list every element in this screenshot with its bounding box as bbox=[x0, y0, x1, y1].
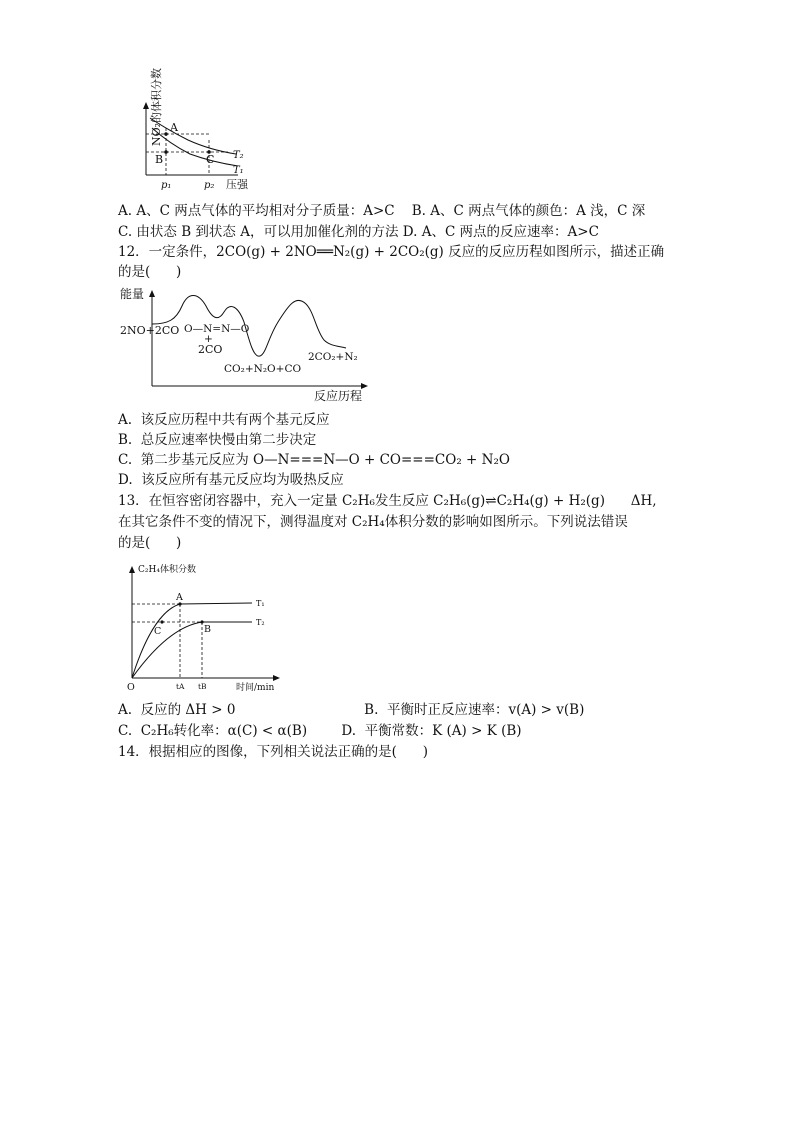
q12-stem-line1: 12．一定条件，2CO(g) + 2NO══N₂(g) + 2CO₂(g) 反应的反应历程如图所示，描述正确 bbox=[118, 244, 665, 260]
y-axis-label: C₂H₄体积分数 bbox=[138, 565, 196, 575]
intermediate1-label: O—N=N—O bbox=[184, 323, 250, 335]
figure-c2h4-vs-time bbox=[118, 560, 293, 695]
point-b-label: B bbox=[155, 153, 164, 166]
q14-stem: 14．根据相应的图像，下列相关说法正确的是( ) bbox=[118, 744, 428, 760]
q11-options-line2: C. 由状态 B 到状态 A，可以用加催化剂的方法 D. A、C 两点的反应速率：A>C bbox=[118, 224, 599, 240]
q13-stem-line3: 的是( ) bbox=[118, 535, 182, 551]
x-axis-label: 时间/min bbox=[236, 683, 275, 693]
point-b-label: B bbox=[204, 624, 211, 635]
y-axis-label: NO₂的体积分数 bbox=[150, 67, 163, 146]
point-a-label: A bbox=[176, 592, 183, 603]
point-a-label: A bbox=[170, 121, 178, 134]
reactants-label: 2NO+2CO bbox=[120, 324, 180, 337]
curve-t1 bbox=[132, 603, 252, 678]
q12-option-d: D. 该反应所有基元反应均为吸热反应 bbox=[118, 472, 344, 488]
q13-stem-line1: 13．在恒容密闭容器中，充入一定量 C₂H₆发生反应 C₂H₆(g)⇌C₂H₄(g) + H₂(g) ΔH, bbox=[118, 493, 657, 509]
x-axis-label: 压强 bbox=[226, 178, 248, 191]
t2-label: T₂ bbox=[233, 150, 244, 161]
ta-label: tA bbox=[176, 682, 185, 691]
q12-stem-line2: 的是( ) bbox=[118, 264, 182, 280]
q13-stem-line2: 在其它条件不变的情况下，测得温度对 C₂H₄体积分数的影响如图所示。下列说法错误 bbox=[118, 514, 628, 530]
q12-option-c: C. 第二步基元反应为 O—N===N—O + CO===CO₂ + N₂O bbox=[118, 452, 510, 468]
p1-label: p₁ bbox=[161, 180, 172, 191]
figure-no2-vs-pressure bbox=[118, 67, 258, 195]
products-label: 2CO₂+N₂ bbox=[308, 351, 358, 363]
origin-label: O bbox=[127, 682, 135, 693]
figure-energy-profile bbox=[118, 282, 378, 404]
q13-options-line2: C. C₂H₆转化率：α(C) < α(B) D. 平衡常数：K (A) > K (B) bbox=[118, 723, 522, 739]
intermediate1b-label: 2CO bbox=[198, 343, 223, 356]
x-axis-label: 反应历程 bbox=[314, 389, 363, 403]
t1-label: T₁ bbox=[256, 599, 265, 608]
point-c-label: C bbox=[154, 626, 162, 637]
curve-t2 bbox=[132, 622, 252, 678]
q11-options-line1: A. A、C 两点气体的平均相对分子质量：A>C B. A、C 两点气体的颜色：A 浅，C 深 bbox=[118, 203, 646, 219]
t2-label: T₂ bbox=[256, 618, 265, 627]
p2-label: p₂ bbox=[204, 180, 215, 191]
tb-label: tB bbox=[198, 682, 207, 691]
plus-label: + bbox=[204, 333, 213, 345]
y-axis-label: 能量 bbox=[120, 287, 145, 301]
intermediate2-label: CO₂+N₂O+CO bbox=[224, 363, 302, 375]
q12-option-b: B. 总反应速率快慢由第二步决定 bbox=[118, 432, 317, 448]
q12-option-a: A. 该反应历程中共有两个基元反应 bbox=[118, 412, 330, 428]
t1-label: T₁ bbox=[233, 165, 244, 176]
q13-options-line1: A. 反应的 ΔH > 0 B. 平衡时正反应速率：v(A) > v(B) bbox=[118, 702, 585, 718]
point-c-label: C bbox=[206, 153, 215, 166]
